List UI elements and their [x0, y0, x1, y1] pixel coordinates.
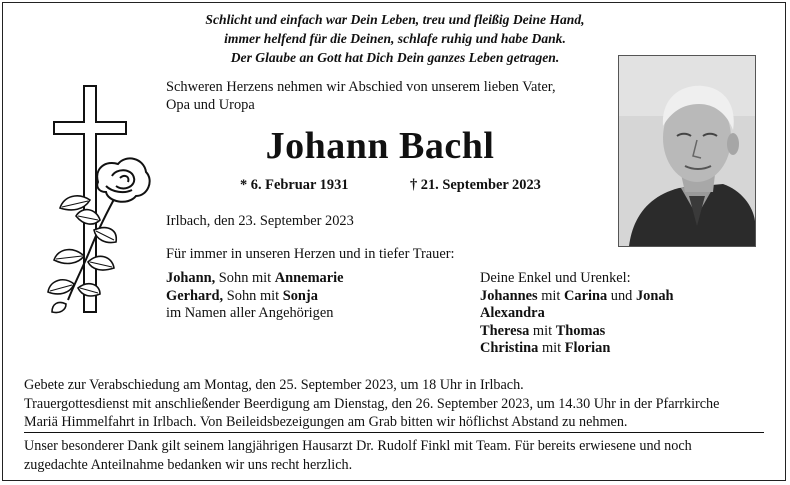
notice-line: Gebete zur Verabschiedung am Montag, den 25. September 2023, um 18 Uhr in Irlbach. [24, 377, 524, 393]
family-list-children [166, 270, 344, 323]
mourning-line: Für immer in unseren Herzen und in tiefer Trauer: [166, 246, 455, 262]
verse-line: Der Glaube an Gott hat Dich Dein ganzes Leben getragen. [230, 50, 560, 65]
partner-name: Florian [564, 340, 611, 356]
verse-line: Schlicht und einfach war Dein Leben, treu und fleißig Deine Hand, [205, 12, 585, 27]
notice-line: Trauergottesdienst mit anschließender Beerdigung am Dienstag, den 26. September 2023, um 14.30 Uhr in der Pfarrkirche [24, 395, 720, 412]
cross-with-rose-icon [28, 80, 158, 320]
intro-line: Schweren Herzens nehmen wir Abschied von unserem lieben Vater, [166, 79, 556, 95]
family-name: Christina [480, 340, 539, 356]
family-row [480, 305, 674, 323]
family-name: Alexandra [480, 305, 545, 321]
place-date: Irlbach, den 23. September 2023 [166, 213, 354, 229]
death-date: † 21. September 2023 [410, 177, 541, 193]
partner-name: Sonja [282, 287, 318, 304]
family-row [166, 270, 344, 288]
portrait-image [619, 56, 755, 246]
partner-name: Annemarie [274, 270, 344, 286]
grandchildren-heading: Deine Enkel und Urenkel: [480, 270, 631, 286]
thanks-line: zugedachte Anteilnahme bedanken wir uns recht herzlich. [24, 456, 353, 473]
verse [150, 10, 640, 67]
relation-text: Sohn mit [223, 287, 283, 304]
family-row [166, 288, 344, 306]
thanks-text [24, 437, 769, 474]
notice-line: Mariä Himmelfahrt in Irlbach. Von Beileidsbezeigungen am Grab bitten wir höflichst Abstand zu nehmen. [24, 414, 628, 430]
family-name: Gerhard, [166, 287, 224, 304]
verse-line: immer helfend für die Deinen, schlafe ruhig und habe Dank. [224, 31, 566, 46]
relation-text: und [607, 287, 636, 304]
partner-name: Thomas [555, 322, 606, 339]
funeral-notice [24, 376, 769, 432]
family-row [480, 340, 674, 358]
family-row [480, 323, 674, 341]
birth-date: * 6. Februar 1931 [240, 177, 349, 193]
intro-line: Opa und Uropa [166, 97, 255, 113]
relation-text: mit [538, 340, 565, 356]
child-name: Jonah [635, 287, 674, 304]
deceased-name: Johann Bachl [265, 125, 495, 167]
partner-name: Carina [563, 287, 608, 304]
relation-text: mit [537, 287, 564, 304]
portrait-photo [618, 55, 756, 247]
family-name: Theresa [480, 322, 530, 339]
relation-text: mit [529, 322, 556, 339]
divider [24, 432, 764, 433]
family-name: Johannes [480, 287, 538, 304]
family-row [480, 288, 674, 306]
family-row: im Namen aller Angehörigen [166, 305, 334, 321]
family-list-grandchildren [480, 270, 674, 358]
intro-text [166, 78, 606, 114]
thanks-line: Unser besonderer Dank gilt seinem langjährigen Hausarzt Dr. Rudolf Finkl mit Team. Für bereits erwiesene und noch [24, 438, 692, 454]
family-name: Johann, [166, 270, 216, 286]
relation-text: Sohn mit [215, 270, 275, 286]
